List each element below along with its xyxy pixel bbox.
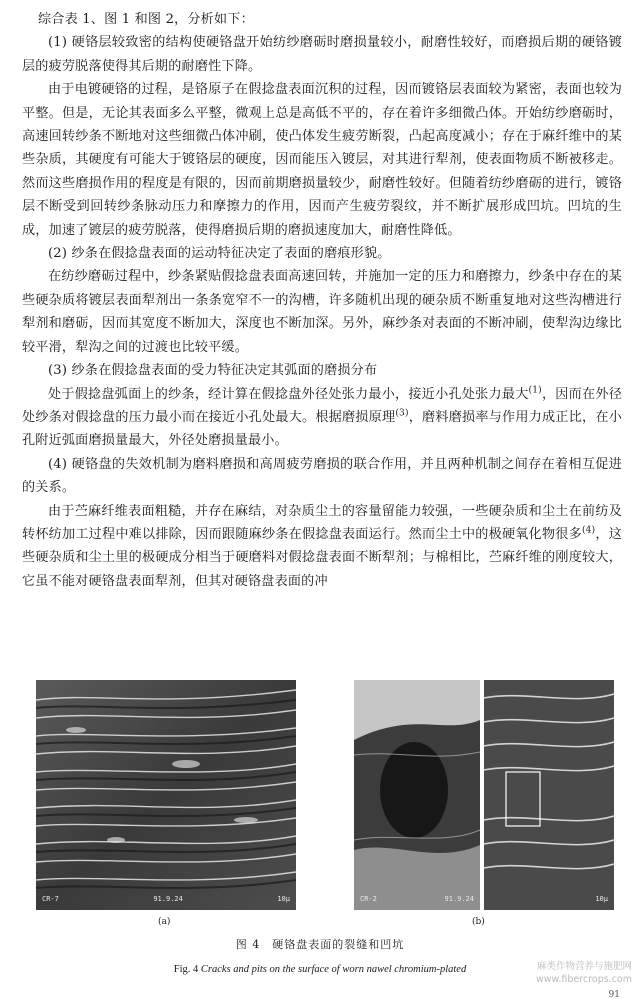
sem-image-a <box>36 680 296 910</box>
figure-caption-cn: 图 4 硬铬盘表面的裂缝和凹坑 <box>235 938 405 951</box>
tension-text: 处于假捻盘弧面上的纱条，经计算在假捻盘外径处张力最小，接近小孔处张力最大 <box>48 386 529 402</box>
citation-1: (1) <box>528 385 542 396</box>
paragraph-point-2: (2) 纱条在假捻盘表面的运动特征决定了表面的磨痕形貌。 <box>48 246 391 262</box>
sem-image-b-right <box>484 680 614 910</box>
sem-image-b-left <box>354 680 480 910</box>
figure-caption-en-text: Cracks and pits on the surface of worn nawel chromium-plated <box>200 964 467 975</box>
panel-label-a: (a) <box>158 917 171 927</box>
sem-texture-b-left <box>354 680 480 910</box>
citation-4: (4) <box>581 525 596 536</box>
tension-tail-2: ，磨料磨损率与作用力成正比，在小孔附近弧面磨损量最大，外径处磨损量最小。 <box>22 409 622 449</box>
ramie-text: 由于苎麻纤维表面粗糙，并存在麻结，对杂质尘土的容量留能力较强，一些硬杂质和尘土在前纺及转杯纺加工过程中难以排除，因而跟随麻纱条在假捻盘表面运行。然而尘土中的极硬氧化物很多 <box>22 503 622 542</box>
date-a: 91.9.24 <box>153 895 183 903</box>
scale-info-b <box>360 894 474 904</box>
scale-info-b-right <box>490 894 608 904</box>
citation-3: (3) <box>395 408 409 419</box>
site-watermark <box>536 960 632 986</box>
paragraph-tension <box>22 383 622 453</box>
date-b: 91.9.24 <box>444 895 474 903</box>
page-number: 91 <box>608 990 620 1000</box>
sample-id-a: CR-7 <box>42 895 59 903</box>
paragraph-intro: 综合表 1、图 1 和图 2，分析如下： <box>38 12 254 27</box>
paragraph-grooves: 在纺纱磨砺过程中，纱条紧贴假捻盘表面高速回转，并施加一定的压力和磨擦力，纱条中存在的某些硬杂质将镀层表面犁剂出一条条宽窄不一的沟槽，许多随机出现的硬杂质不断重复地对这些沟槽进行犁剂和磨砺，因而其宽度不断加大，深度也不断加深。另外，麻纱条对表面的不断冲刷，使犁沟边缘比较平滑，犁沟之间的过渡也比较平缓。 <box>22 269 622 355</box>
scale-b: 10μ <box>595 895 608 903</box>
watermark-line-2: www.fibercrops.com <box>535 974 632 985</box>
scale-info-a <box>42 894 290 904</box>
panel-label-b: (b) <box>472 917 485 927</box>
sample-id-b: CR-2 <box>360 895 377 903</box>
paragraph-point-4: (4) 硬铬盘的失效机制为磨料磨损和高周疲劳磨损的联合作用，并且两种机制之间存在着相互促进的关系。 <box>22 456 622 496</box>
body-text <box>22 8 622 593</box>
scale-a: 10μ <box>277 895 290 903</box>
paragraph-point-3: (3) 纱条在假捻盘表面的受力特征决定其弧面的磨损分布 <box>48 363 378 379</box>
paragraph-ramie <box>22 500 622 594</box>
paragraph-point-1: (1) 硬铬层较致密的结构使硬铬盘开始纺纱磨砺时磨损量较小，耐磨性较好，而磨损后期的硬铬镀层的疲劳脱落使得其后期的耐磨性下降。 <box>22 35 622 74</box>
tension-tail: ，因而在外径处纱条对假捻盘的压力最小而在接近小孔处最大。根据磨损原理 <box>22 386 622 425</box>
ramie-tail: ，这些硬杂质和尘土里的极硬成分相当于硬磨料对假捻盘表面不断犁剂；与棉相比，苎麻纤维的刚度较大，它虽不能对硬铬盘表面犁剂，但其对硬铬盘表面的冲 <box>22 526 622 589</box>
figure-number: Fig. 4 <box>173 964 199 975</box>
sem-texture-a <box>36 680 296 910</box>
paragraph-electroplating: 由于电镀硬铬的过程，是铬原子在假捻盘表面沉积的过程，因而镀铬层表面较为紧密，表面也较为平整。但是，无论其表面多么平整，微观上总是高低不平的，存在着许多细微凸体。开始纺纱磨砺时，高速回转纱条不断地对这些细微凸体冲刷，使凸体发生疲劳断裂，凸起高度减小；存在于麻纤维中的某些杂质，其硬度有可能大于镀铬层的硬度，因而能压入镀层，对其进行犁剂，使表面物质不断被移走。然而这些磨损作用的程度是有限的，因而前期磨损量较少，耐磨性较好。但随着纺纱磨砺的进行，镀铬层不断受到回转纱条脉动压力和摩擦力的作用，因而产生疲劳裂纹，并不断扩展形成凹坑。凹坑的生成，加速了镀层的疲劳脱落，使得磨损后期的磨损速度加大，耐磨性降低。 <box>22 82 622 238</box>
sem-texture-b-right <box>484 680 614 910</box>
watermark-line-1: 麻类作物营养与施肥网 <box>536 961 632 972</box>
